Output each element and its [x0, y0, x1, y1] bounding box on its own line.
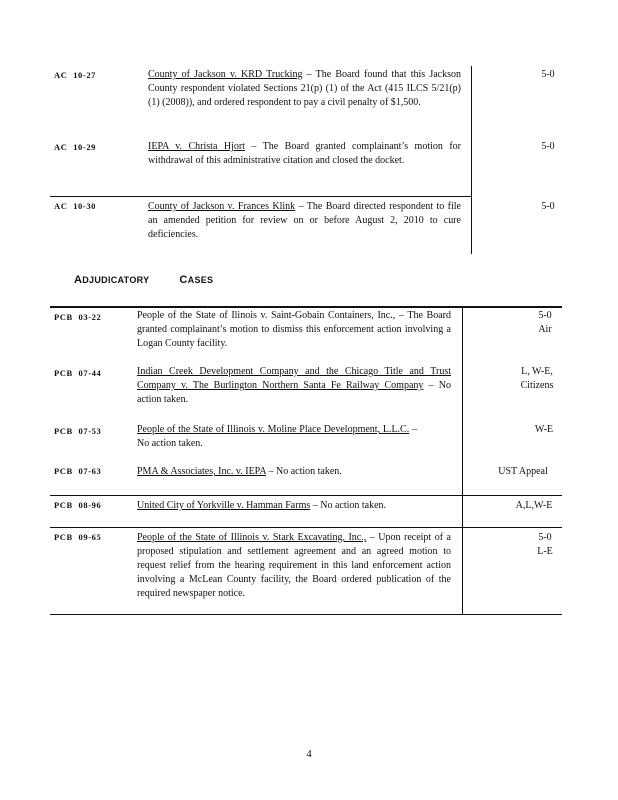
case-description [148, 140, 461, 168]
case-row-pcb-08-96 [50, 495, 562, 526]
case-text: – No action taken. [266, 466, 342, 477]
case-description [137, 531, 451, 601]
case-vote: W-E [534, 424, 554, 435]
case-text: – The Board granted complainant’s motion for withdrawal of this administrative citation and closed the docket. [148, 141, 461, 166]
section-header: ADJUDICATORY CASES [74, 274, 214, 286]
case-description [137, 499, 451, 513]
case-text: – The Board directed respondent to file an amended petition for review on or before August 2, 2010 to cure deficiencies. [148, 201, 461, 240]
case-row-pcb-07-44 [50, 364, 562, 422]
case-number: AC 10-27 [54, 70, 97, 80]
case-text: – Upon receipt of a proposed stipulation and settlement agreement and an agreed motion to request relief from the hearing requirement in this land enforcement action involving a McLean County facility, the Board ordered publication of the required newspaper notice. [137, 532, 451, 599]
page-number: 4 [306, 748, 312, 760]
case-text: – No action taken. [310, 500, 387, 511]
table-bottom-rule [50, 614, 562, 615]
case-description [148, 68, 461, 110]
case-text: – No action taken. [137, 380, 451, 405]
case-vote: 5-0 [541, 201, 555, 212]
adjudicatory-cases-table [50, 306, 562, 615]
case-description [148, 200, 461, 242]
case-title: County of Jackson v. Frances Klink [148, 201, 296, 212]
case-title: County of Jackson v. KRD Trucking [148, 69, 303, 80]
case-number: AC 10-29 [54, 142, 97, 152]
case-vote: 5-0 [541, 69, 555, 80]
case-text: People of the State of Ilinois v. Saint-Gobain Containers, Inc., – The Board granted complainant’s motion to dismiss this enforcement action involving a Logan County facility. [137, 310, 451, 349]
case-number: PCB 07-44 [54, 368, 102, 378]
case-number: PCB 09-65 [54, 532, 102, 542]
case-text: – No action taken. [137, 424, 417, 449]
case-number: AC 10-30 [54, 201, 97, 211]
case-title: Indian Creek Development Company and the Chicago Title and Trust Company v. The Burlington Northern Santa Fe Railway Company [137, 366, 451, 391]
case-text: – The Board found that this Jackson County respondent violated Sections 21(p) (1) of the Act (415 ILCS 5/21(p) (1) (2008)), and ordered respondent to pay a civil penalty of $1,500. [148, 69, 461, 108]
case-description [137, 465, 451, 479]
case-row-pcb-03-22 [50, 308, 562, 364]
case-row-pcb-07-53 [50, 422, 562, 462]
case-description [137, 365, 451, 407]
case-row-ac-10-30 [50, 196, 555, 255]
case-title: IEPA v. Christa Hjort [148, 141, 245, 152]
case-vote: L, W-E, Citizens [520, 366, 554, 391]
case-description [137, 309, 451, 351]
case-vote: 5-0 [541, 141, 555, 152]
case-number: PCB 07-53 [54, 426, 102, 436]
ac-cases-table [50, 66, 562, 254]
case-row-ac-10-27 [50, 66, 562, 136]
case-number: PCB 08-96 [54, 500, 102, 510]
case-description [137, 423, 417, 451]
case-row-ac-10-29 [50, 138, 562, 194]
case-row-pcb-07-63 [50, 462, 562, 496]
case-vote: UST Appeal [498, 466, 548, 477]
case-title: People of the State of Illinois v. Stark Excavating, Inc., [137, 532, 367, 543]
case-row-pcb-09-65 [50, 527, 562, 616]
case-number: PCB 07-63 [54, 466, 102, 476]
case-title: United City of Yorkville v. Hamman Farms [137, 500, 311, 511]
case-title: PMA & Associates, Inc. v. IEPA [137, 466, 266, 477]
case-vote: 5-0 L-E [537, 532, 553, 557]
case-vote: 5-0 Air [538, 310, 552, 335]
case-number: PCB 03-22 [54, 312, 102, 322]
case-title: People of the State of Illinois v. Moline Place Development, L.L.C. [137, 424, 410, 435]
case-vote: A,L,W-E [515, 500, 553, 511]
